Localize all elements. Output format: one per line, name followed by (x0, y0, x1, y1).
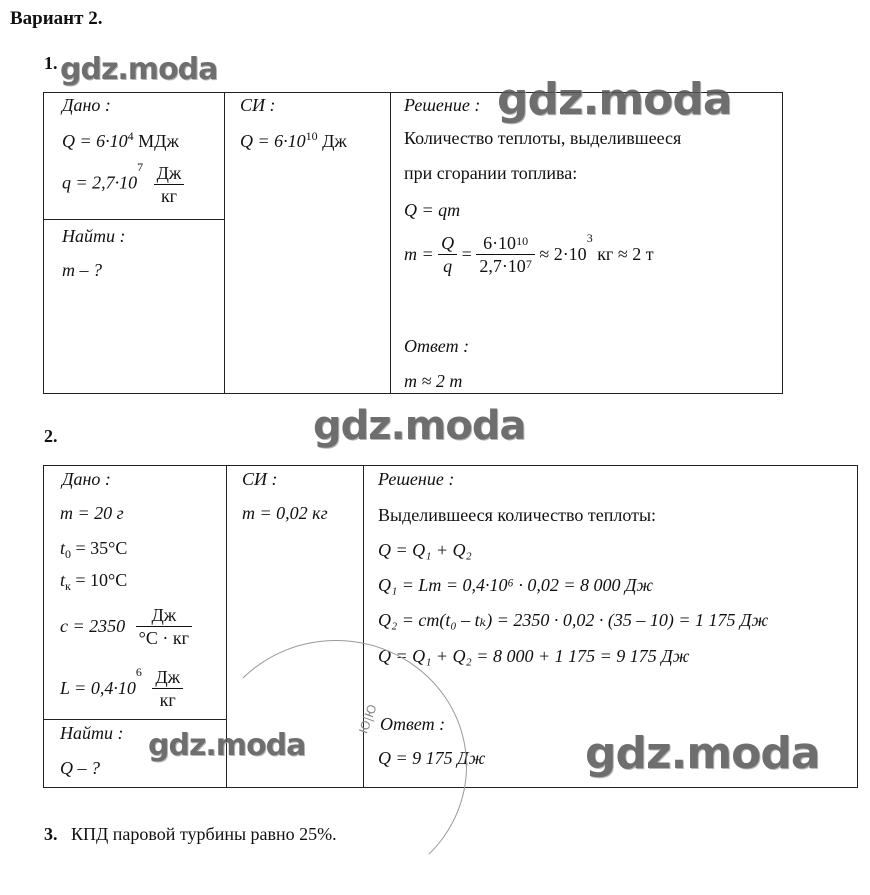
p1-text1: Количество теплоты, выделившееся (404, 128, 682, 148)
p1-text2: при сгорании топлива: (404, 163, 578, 183)
problem3: 3. КПД паровой турбины равно 25%. (44, 824, 337, 844)
p1-dano-q-specific: $q = 2,7\cdot 10^7$ $\frac{Дж}{кг}$ (62, 162, 184, 207)
p2-si-label: СИ : (242, 469, 278, 489)
p2-si-mass: m = 0,02 кг (242, 503, 328, 523)
p1-otvet-value: m ≈ 2 т (404, 371, 463, 391)
p2-c: c = 2350 $\frac{Дж}{^\circ C \cdot кг}$ (60, 604, 192, 649)
p2-mass: m = 20 г (60, 503, 124, 523)
p2-naiti-value: Q – ? (60, 758, 100, 778)
problem1-divider-1 (224, 92, 225, 394)
p1-formula1: Q = qm (404, 200, 461, 220)
p1-si-label: СИ : (240, 95, 276, 115)
watermark-logo: gdz.moda (60, 52, 218, 87)
problem1-number: 1. (44, 53, 58, 73)
problem2-number: 2. (44, 426, 58, 446)
problem1-hdivider (43, 219, 224, 220)
p2-otvet-value: Q = 9 175 Дж (378, 748, 486, 768)
problem1-divider-2 (390, 92, 391, 394)
p1-otvet-label: Ответ : (404, 336, 470, 356)
p2-formula1: Q = Q₁ + Q₂ (378, 540, 472, 560)
p2-text1: Выделившееся количество теплоты: (378, 505, 657, 525)
watermark-logo: gdz.moda (313, 403, 526, 449)
p1-dano-q: $Q = 6\cdot 10^4$ МДж (62, 129, 179, 151)
p1-formula2: m = $\frac{Q}{q}$ = $\frac{6\cdot 10^{10}}{2,7\cdot 10^7}$ ≈ $2\cdot 10^3$ кг ≈ 2 т (404, 231, 654, 276)
p2-otvet-label: Ответ : (380, 714, 446, 734)
p2-t0: $t_0 = 35^\circ C$ (60, 538, 128, 561)
watermark-logo: gdz.moda (148, 728, 306, 763)
p2-formula2: Q₁ = Lm = 0,4·10⁶ · 0,02 = 8 000 Дж (378, 575, 654, 595)
p1-reshenie-label: Решение : (404, 95, 481, 115)
watermark-logo: gdz.moda (585, 728, 820, 779)
p1-naiti-value: m – ? (62, 260, 102, 280)
p2-dano-label: Дано : (62, 469, 111, 489)
p1-dano-label: Дано : (62, 95, 111, 115)
p1-si-q: $Q = 6\cdot 10^{10}$ Дж (240, 129, 347, 151)
p1-naiti-label: Найти : (62, 226, 126, 246)
page-title: Вариант 2. (10, 8, 103, 29)
watermark-logo: gdz.moda (497, 74, 732, 125)
p2-L: $L = 0,4\cdot 10^6$ $\frac{Дж}{кг}$ (60, 666, 183, 711)
p2-formula4: Q = Q₁ + Q₂ = 8 000 + 1 175 = 9 175 Дж (378, 646, 690, 666)
stamp-text: Ю|Ю (356, 702, 380, 736)
p2-naiti-label: Найти : (60, 723, 124, 743)
p2-formula3: Q₂ = cm(t₀ – tₖ) = 2350 · 0,02 · (35 – 10) = 1 175 Дж (378, 610, 769, 630)
problem2-hdivider (43, 719, 226, 720)
stamp-arc (205, 640, 467, 892)
p2-reshenie-label: Решение : (378, 469, 455, 489)
p2-tk: $t_к = 10^\circ C$ (60, 570, 128, 593)
